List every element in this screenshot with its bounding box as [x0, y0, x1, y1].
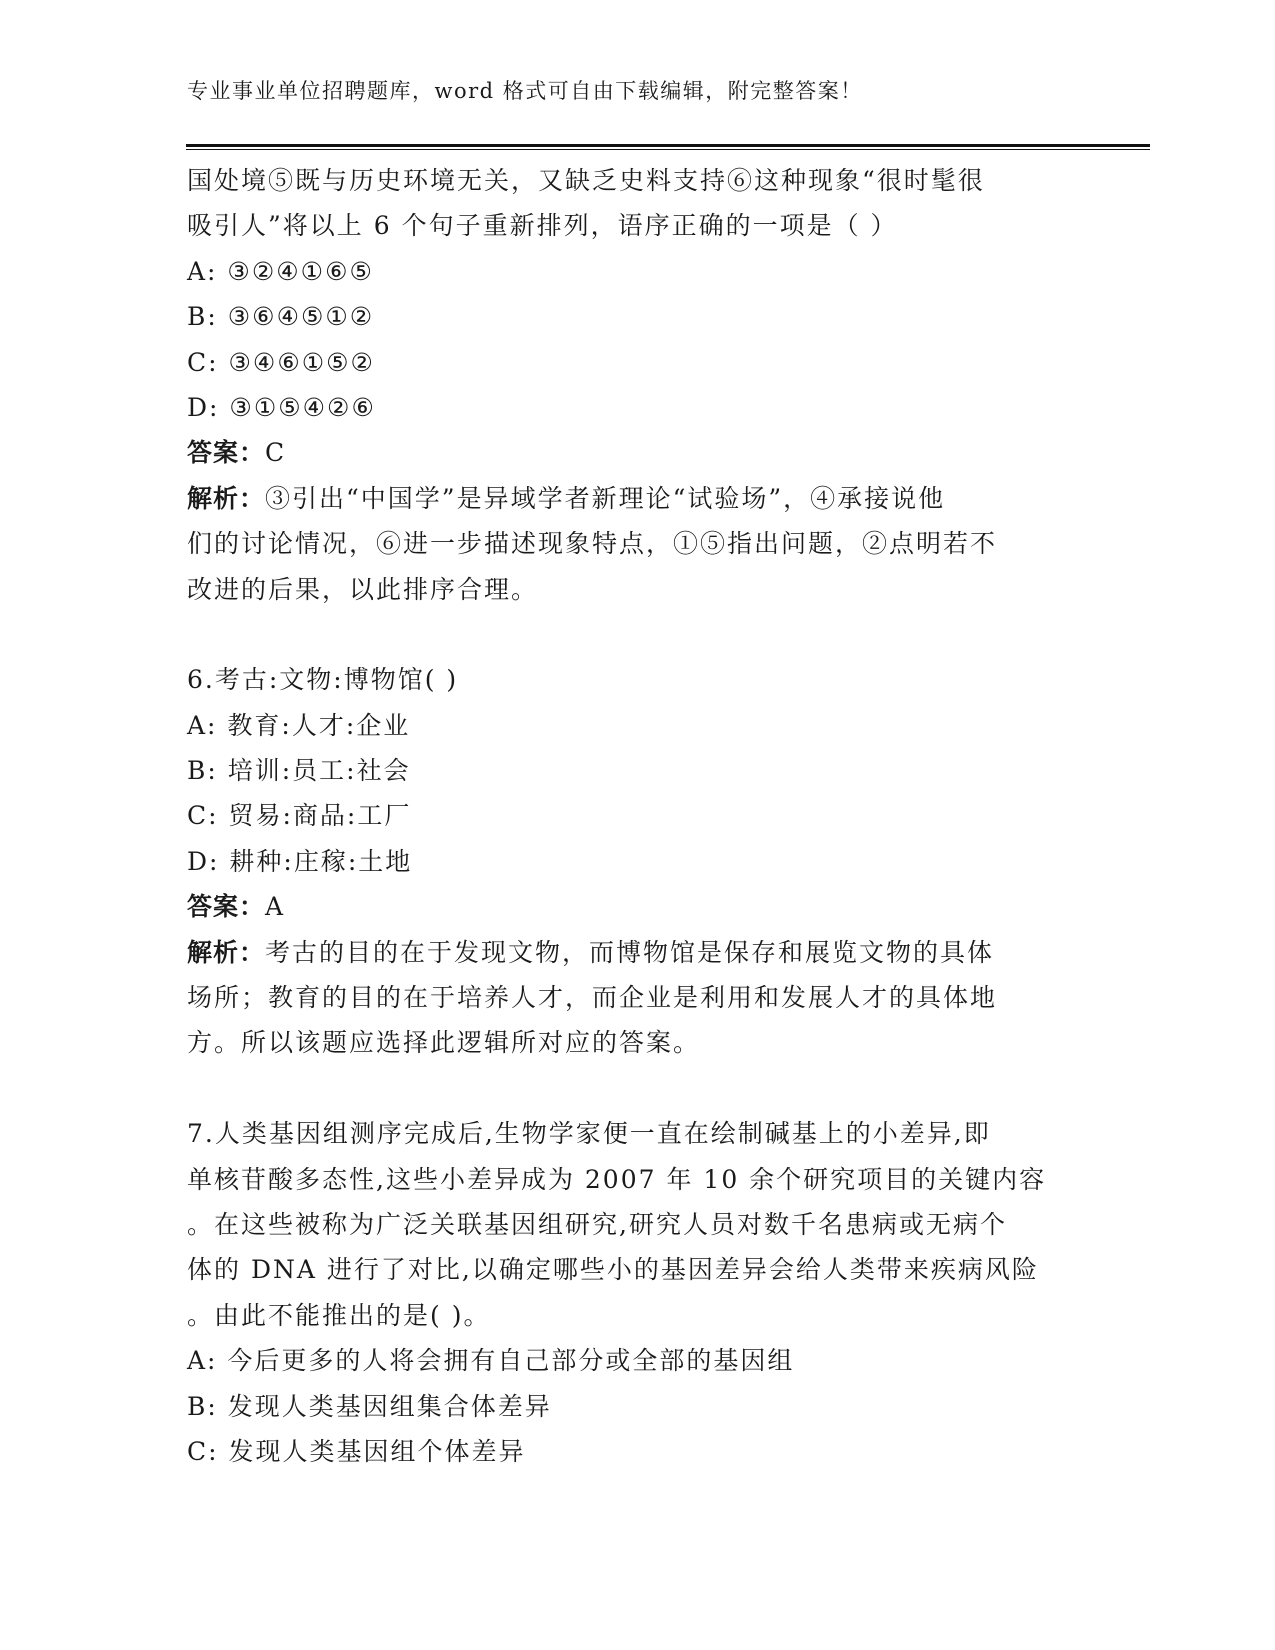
option-a: A: ③②④①⑥⑤ — [187, 256, 374, 286]
analysis-line: 改进的后果，以此排序合理。 — [187, 574, 539, 604]
question-5 — [187, 158, 1087, 612]
question-stem-line: 体的 DNA 进行了对比,以确定哪些小的基因差异会给人类带来疾病风险 — [187, 1255, 1039, 1285]
header-rule-thick — [186, 144, 1150, 147]
answer-line — [187, 884, 1087, 929]
page-header: 专业事业单位招聘题库，word 格式可自由下载编辑，附完整答案！ — [187, 79, 863, 103]
answer-value: A — [265, 892, 286, 922]
answer-value: C — [265, 438, 287, 468]
option-a: A: 今后更多的人将会拥有自己部分或全部的基因组 — [187, 1346, 795, 1376]
analysis-line: 场所；教育的目的在于培养人才，而企业是利用和发展人才的具体地 — [187, 983, 998, 1013]
analysis-line — [187, 476, 1087, 521]
question-stem-line: 单核苷酸多态性,这些小差异成为 2007 年 10 余个研究项目的关键内容 — [187, 1164, 1047, 1194]
analysis-line: 们的讨论情况，⑥进一步描述现象特点，①⑤指出问题，②点明若不 — [187, 529, 998, 559]
question-7 — [187, 1111, 1087, 1474]
option-d: D: 耕种:庄稼:土地 — [187, 846, 413, 876]
question-stem-line: 吸引人”将以上 6 个句子重新排列，语序正确的一项是（ ） — [187, 211, 898, 241]
answer-label: 答案： — [187, 892, 266, 922]
analysis-line — [187, 930, 1087, 975]
option-c: C: 发现人类基因组个体差异 — [187, 1436, 526, 1466]
option-b: B: ③⑥④⑤①② — [187, 302, 375, 332]
analysis-text: ③引出“中国学”是异域学者新理论“试验场”，④承接说他 — [265, 483, 946, 513]
option-b: B: 培训:员工:社会 — [187, 756, 411, 786]
option-d: D: ③①⑤④②⑥ — [187, 392, 376, 422]
answer-line — [187, 430, 1087, 475]
analysis-label: 解析： — [187, 483, 266, 513]
spacer — [187, 612, 1087, 657]
document-body — [187, 158, 1087, 1474]
option-a: A: 教育:人才:企业 — [187, 710, 411, 740]
option-c: C: ③④⑥①⑤② — [187, 347, 375, 377]
question-stem-line: 6.考古:文物:博物馆( ) — [187, 665, 459, 695]
question-6 — [187, 657, 1087, 1066]
option-c: C: 贸易:商品:工厂 — [187, 801, 412, 831]
analysis-text: 考古的目的在于发现文物，而博物馆是保存和展览文物的具体 — [265, 937, 995, 967]
analysis-label: 解析： — [187, 937, 266, 967]
option-b: B: 发现人类基因组集合体差异 — [187, 1391, 552, 1421]
question-stem-line: 。由此不能推出的是( )。 — [187, 1300, 491, 1330]
header-rule-thin — [186, 149, 1150, 150]
question-stem-line: 。在这些被称为广泛关联基因组研究,研究人员对数千名患病或无病个 — [187, 1209, 1007, 1239]
analysis-line: 方。所以该题应选择此逻辑所对应的答案。 — [187, 1028, 701, 1058]
answer-label: 答案： — [187, 438, 266, 468]
question-stem-line: 7.人类基因组测序完成后,生物学家便一直在绘制碱基上的小差异,即 — [187, 1119, 991, 1149]
question-stem-line: 国处境⑤既与历史环境无关，又缺乏史料支持⑥这种现象“很时髦很 — [187, 166, 985, 195]
spacer — [187, 1066, 1087, 1111]
